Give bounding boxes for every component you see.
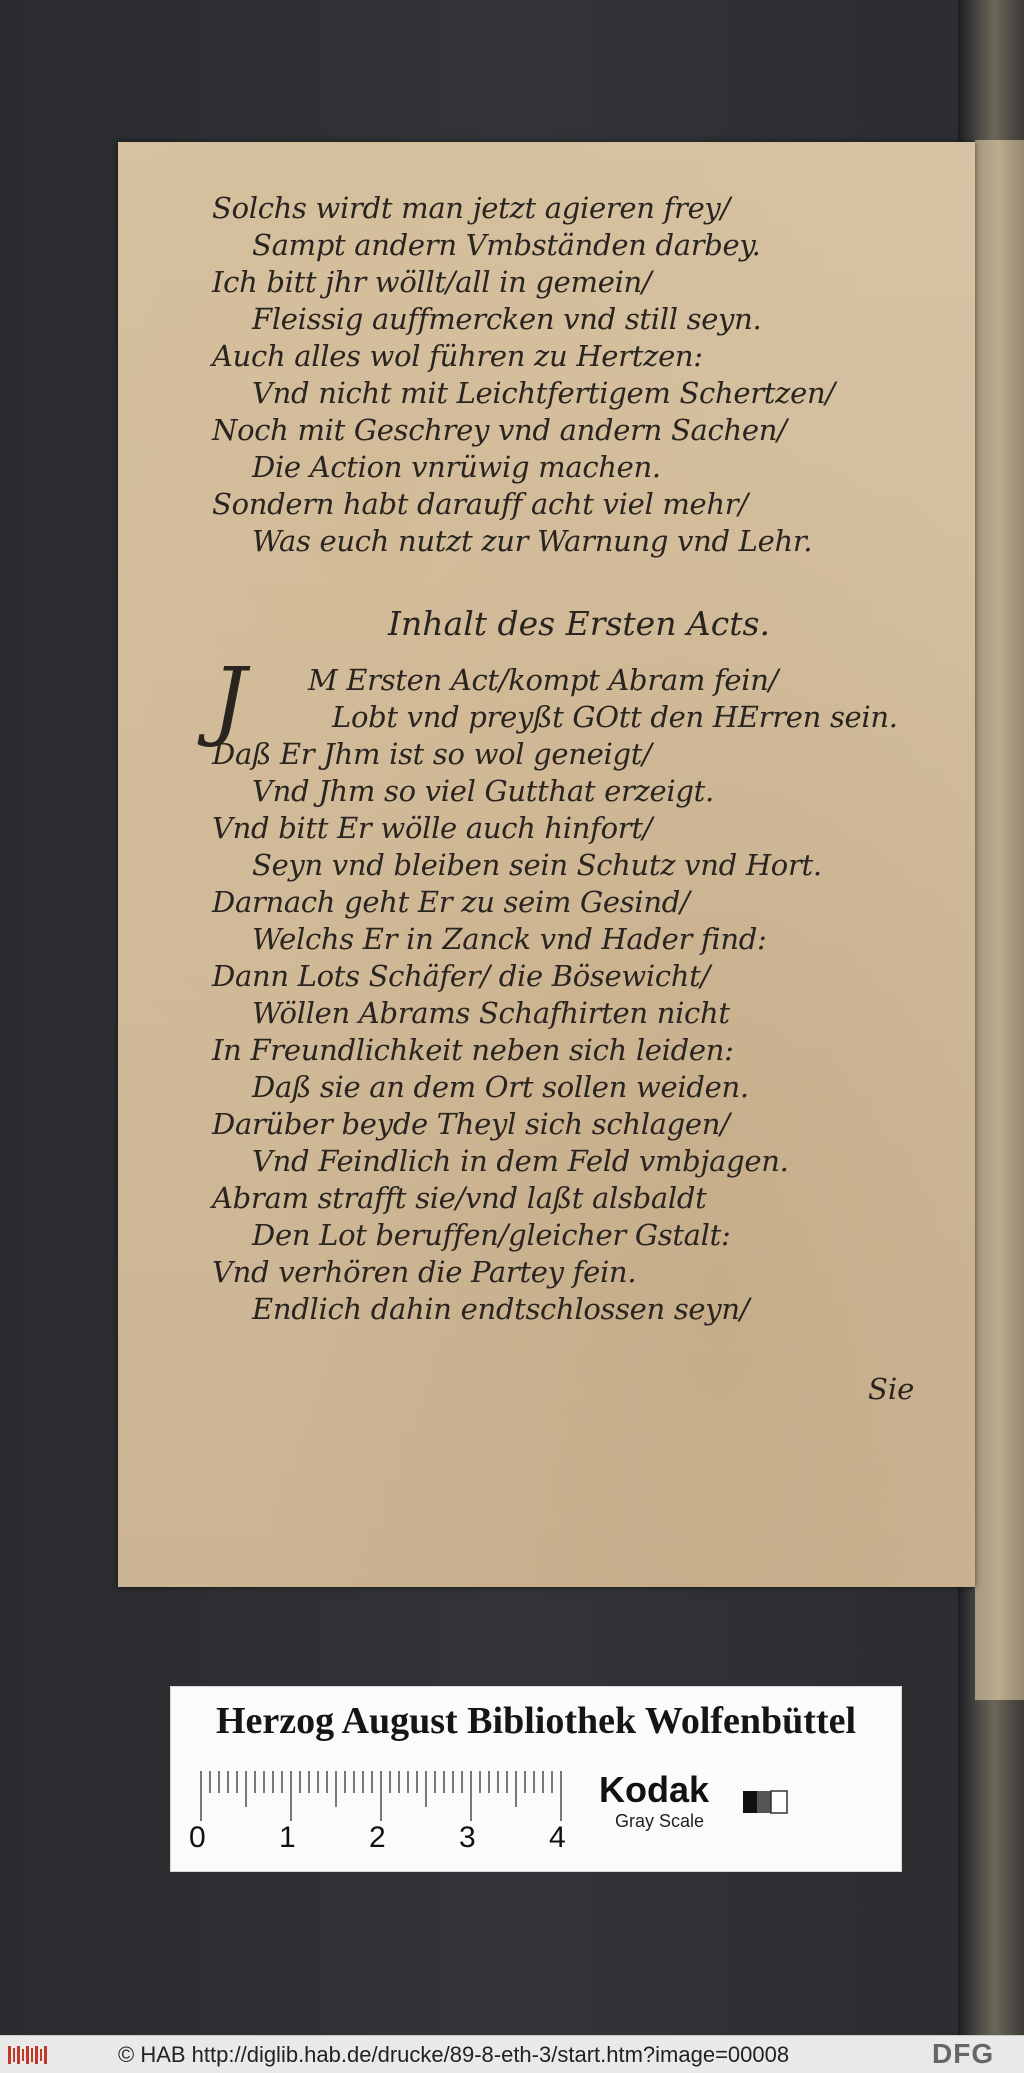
copyright-url[interactable]: © HAB http://diglib.hab.de/drucke/89-8-eth-3/start.htm?image=00008 bbox=[118, 2042, 790, 2067]
ruler-label: 0 bbox=[189, 1821, 206, 1854]
kodak-logo: Kodak bbox=[599, 1769, 710, 1810]
barcode-logo-icon bbox=[8, 2044, 48, 2066]
verse-line: Seyn vnd bleiben sein Schutz vnd Hort. bbox=[252, 848, 822, 882]
book-page bbox=[118, 142, 975, 1587]
verse-line: Vnd Feindlich in dem Feld vmbjagen. bbox=[252, 1144, 789, 1178]
section-heading: Inhalt des Ersten Acts. bbox=[388, 604, 770, 643]
verse-line: Vnd Jhm so viel Gutthat erzeigt. bbox=[252, 774, 714, 808]
verse-line: Sampt andern Vmbständen darbey. bbox=[252, 228, 761, 262]
verse-line: Sondern habt darauff acht viel mehr/ bbox=[212, 487, 748, 521]
verse-line: M Ersten Act/kompt Abram fein/ bbox=[308, 663, 779, 697]
verse-line: Welchs Er in Zanck vnd Hader find: bbox=[252, 922, 767, 956]
verse-line: Den Lot beruffen/gleicher Gstalt: bbox=[252, 1218, 731, 1252]
verse-line: Vnd bitt Er wölle auch hinfort/ bbox=[212, 811, 653, 845]
verse-line: Solchs wirdt man jetzt agieren frey/ bbox=[212, 191, 730, 225]
verse-line: Endlich dahin endtschlossen seyn/ bbox=[252, 1292, 750, 1326]
verse-line: Darnach geht Er zu seim Gesind/ bbox=[212, 885, 690, 919]
verse-line: Vnd nicht mit Leichtfertigem Schertzen/ bbox=[252, 376, 835, 410]
ruler-label: 1 bbox=[279, 1821, 296, 1854]
drop-cap: J bbox=[212, 650, 247, 750]
verse-line: Fleissig auffmercken vnd still seyn. bbox=[252, 302, 762, 336]
verse-line: Darüber beyde Theyl sich schlagen/ bbox=[212, 1107, 730, 1141]
verse-line: Noch mit Geschrey vnd andern Sachen/ bbox=[212, 413, 787, 447]
dfg-logo: DFG bbox=[932, 2038, 995, 2069]
footer-bar bbox=[0, 2035, 1024, 2073]
adjacent-page-edge bbox=[975, 140, 1024, 1700]
ruler-label: 4 bbox=[549, 1821, 566, 1854]
ruler-scale bbox=[197, 1769, 567, 1821]
verse-line: Die Action vnrüwig machen. bbox=[252, 450, 661, 484]
verse-line: Abram strafft sie/vnd laßt alsbaldt bbox=[212, 1181, 707, 1215]
gray-swatch-icon bbox=[741, 1787, 791, 1817]
catchword: Sie bbox=[868, 1372, 915, 1406]
verse-line: Lobt vnd preyßt GOtt den HErren sein. bbox=[332, 700, 898, 734]
verse-line: Wöllen Abrams Schafhirten nicht bbox=[252, 996, 730, 1030]
act-verse bbox=[212, 650, 952, 1328]
verse-line: Auch alles wol führen zu Hertzen: bbox=[212, 339, 703, 373]
ruler-label: 3 bbox=[459, 1821, 476, 1854]
gray-scale-label: Gray Scale bbox=[615, 1811, 705, 1831]
prologue-verse bbox=[212, 190, 932, 560]
verse-line: Dann Lots Schäfer/ die Bösewicht/ bbox=[212, 959, 710, 993]
verse-line: Daß sie an dem Ort sollen weiden. bbox=[252, 1070, 749, 1104]
ruler-label: 2 bbox=[369, 1821, 386, 1854]
verse-line: Was euch nutzt zur Warnung vnd Lehr. bbox=[252, 524, 813, 558]
library-name: Herzog August Bibliothek Wolfenbüttel bbox=[215, 1700, 857, 1742]
verse-line: In Freundlichkeit neben sich leiden: bbox=[212, 1033, 734, 1067]
color-calibration-card bbox=[170, 1686, 902, 1872]
verse-line: Vnd verhören die Partey fein. bbox=[212, 1255, 637, 1289]
verse-line: Ich bitt jhr wöllt/all in gemein/ bbox=[212, 265, 652, 299]
verse-line: Daß Er Jhm ist so wol geneigt/ bbox=[212, 737, 652, 771]
